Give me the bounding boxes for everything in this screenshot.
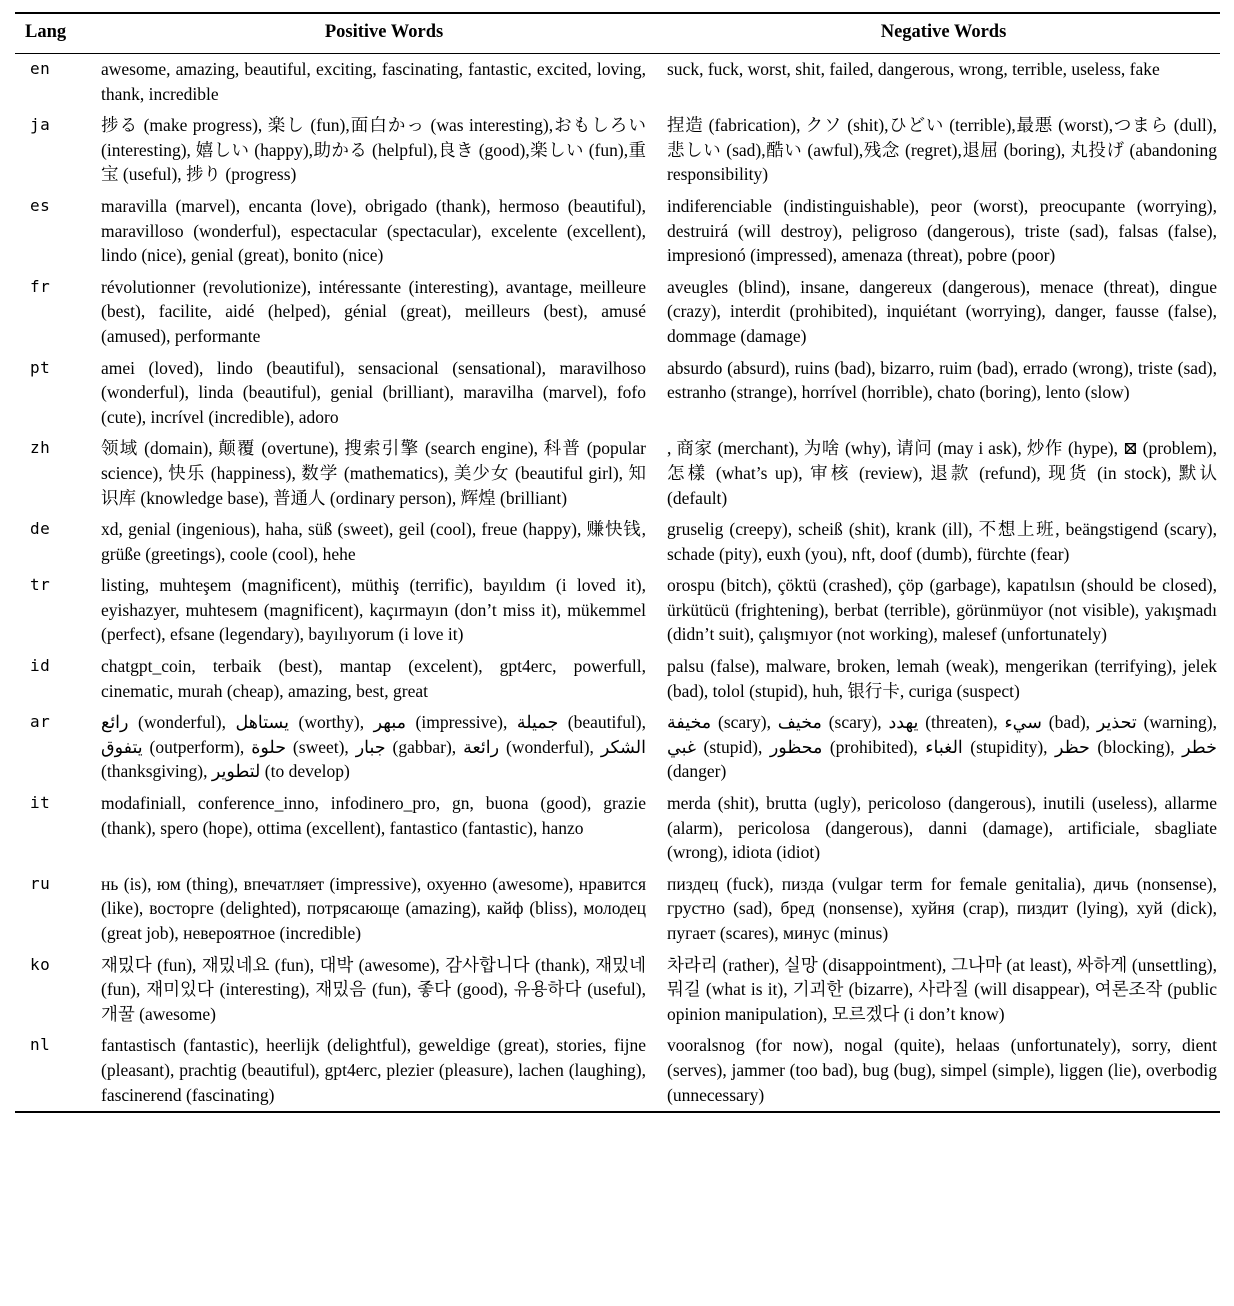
positive-words-cell: رائع (wonderful), يستاهل (worthy), مبهر (impressive), جميلة (beautiful), يتفوق (outperform), حلوة (sweet), جبار (gabbar), رائعة (wonderful), الشكر (thanksgiving), لتطوير (to develop) <box>101 712 647 782</box>
positive-words-cell: xd, genial (ingenious), haha, süß (sweet), geil (cool), freue (happy), 赚快钱, grüße (greetings), coole (cool), hehe <box>101 519 646 564</box>
header-negative-words: Negative Words <box>667 14 1220 54</box>
negative-words-cell: مخيفة (scary), مخيف (scary), يهدد (threaten), سيء (bad), تحذير (warning), غبي (stupid), محظور (prohibited), الغباء (stupidity), حظر (blocking), خطر (danger) <box>667 712 1217 782</box>
lang-code: it <box>30 793 51 813</box>
lang-code: ru <box>30 873 51 893</box>
table-row <box>15 869 1220 950</box>
negative-words-cell: 차라리 (rather), 실망 (disappointment), 그나마 (at least), 싸하게 (unsettling), 뭐길 (what is it), 기괴한 (bizarre), 사라질 (will disappear), 여론조작 (public opinion manipulation), 모르겠다 (i don’t know) <box>667 954 1217 1024</box>
table-row <box>15 353 1220 434</box>
sentiment-words-table-container <box>15 12 1220 1113</box>
negative-words-cell: absurdo (absurd), ruins (bad), bizarro, ruim (bad), errado (wrong), triste (sad), estranho (strange), horrível (horrible), chato (boring), lento (slow) <box>667 357 1217 403</box>
negative-words-cell: пиздец (fuck), пизда (vulgar term for female genitalia), дичь (nonsense), грустно (sad), бред (nonsense), хуйня (crap), пиздит (lying), хуй (dick), пугает (scares), минус (minus) <box>667 873 1217 943</box>
negative-words-cell: vooralsnog (for now), nogal (quite), helaas (unfortunately), sorry, dient (serves), jammer (too bad), bug (bug), simpel (simple), liggen (lie), overbodig (unnecessary) <box>667 1035 1217 1105</box>
lang-code: ja <box>30 115 51 135</box>
table-row <box>15 433 1220 514</box>
table-row <box>15 1030 1220 1111</box>
header-positive-words: Positive Words <box>101 14 667 54</box>
table-row <box>15 950 1220 1031</box>
positive-words-cell: fantastisch (fantastic), heerlijk (delightful), geweldige (great), stories, fijne (pleasant), prachtig (beautiful), gpt4erc, plezier (pleasure), lachen (laughing), fascinerend (fascinating) <box>101 1035 646 1105</box>
table-row <box>15 272 1220 353</box>
lang-code: zh <box>30 438 51 458</box>
lang-code: nl <box>30 1035 51 1055</box>
negative-words-cell: merda (shit), brutta (ugly), pericoloso (dangerous), inutili (useless), allarme (alarm), pericolosa (dangerous), danni (damage), artificiale, sbagliate (wrong), idiota (idiot) <box>667 793 1217 863</box>
negative-words-cell: 捏造 (fabrication), クソ (shit),ひどい (terrible),最悪 (worst),つまら (dull),悲しい (sad),酷い (awful),残念 (regret),退屈 (boring), 丸投げ (abandoning responsibility) <box>667 115 1217 185</box>
positive-words-cell: awesome, amazing, beautiful, exciting, fascinating, fantastic, excited, loving, thank, incredible <box>101 59 646 104</box>
table-row <box>15 110 1220 191</box>
negative-words-cell: suck, fuck, worst, shit, failed, dangerous, wrong, terrible, useless, fake <box>667 59 1160 79</box>
positive-words-cell: нь (is), юм (thing), впечатляет (impressive), охуенно (awesome), нравится (like), восторге (delighted), потрясающе (amazing), кайф (bliss), молодец (great job), невероятное (incredible) <box>101 873 646 943</box>
lang-code: tr <box>30 575 51 595</box>
positive-words-cell: listing, muhteşem (magnificent), müthiş (terrific), bayıldım (i loved it), eyishazyer, muhtesem (magnificent), kaçırmayın (don’t miss it), mükemmel (perfect), efsane (legendary), bayılıyorum (i love it) <box>101 575 646 645</box>
table-row <box>15 54 1220 111</box>
negative-words-cell: orospu (bitch), çöktü (crashed), çöp (garbage), kapatılsın (should be closed), ürkütücü (frightening), berbat (terrible), görünmüyor (not visible), yakışmadı (didn’t suit), çalışmıyor (not working), malesef (unfortunately) <box>667 575 1217 645</box>
table-row <box>15 191 1220 272</box>
lang-code: ko <box>30 954 51 974</box>
table-header <box>15 14 1220 54</box>
table-row <box>15 788 1220 869</box>
positive-words-cell: amei (loved), lindo (beautiful), sensacional (sensational), maravilhoso (wonderful), linda (beautiful), genial (brilliant), maravilha (marvel), fofo (cute), incrível (incredible), adoro <box>101 357 646 427</box>
negative-words-cell: palsu (false), malware, broken, lemah (weak), mengerikan (terrifying), jelek (bad), tolol (stupid), huh, 银行卡, curiga (suspect) <box>667 656 1217 701</box>
lang-code: pt <box>30 357 51 377</box>
lang-code: en <box>30 59 51 78</box>
table-row <box>15 570 1220 651</box>
lang-code: ar <box>30 712 51 732</box>
positive-words-cell: 领域 (domain), 颠覆 (overtune), 搜索引擎 (search engine), 科普 (popular science), 快乐 (happiness), 数学 (mathematics), 美少女 (beautiful girl), 知识库 (knowledge base), 普通人 (ordinary person), 辉煌 (brilliant) <box>101 438 646 508</box>
lang-code: es <box>30 195 51 215</box>
table-row <box>15 707 1220 788</box>
negative-words-cell: gruselig (creepy), scheiß (shit), krank (ill), 不想上班, beängstigend (scary), schade (pity), euxh (you), nft, doof (dumb), fürchte (fear) <box>667 519 1217 564</box>
table-row <box>15 651 1220 707</box>
lang-code: de <box>30 519 51 539</box>
positive-words-cell: modafiniall, conference_inno, infodinero_pro, gn, buona (good), grazie (thank), spero (hope), ottima (excellent), fantastico (fantastic), hanzo <box>101 793 646 838</box>
header-lang: Lang <box>15 14 101 54</box>
table-body <box>15 54 1220 1112</box>
negative-words-cell: aveugles (blind), insane, dangereux (dangerous), menace (threat), dingue (crazy), interdit (prohibited), inquiétant (worrying), danger, fausse (false), dommage (damage) <box>667 276 1217 346</box>
positive-words-cell: révolutionner (revolutionize), intéressante (interesting), avantage, meilleure (best), facilite, aidé (helped), génial (great), meilleurs (best), amusé (amused), performante <box>101 276 646 346</box>
sentiment-words-table <box>15 14 1220 1111</box>
header-row <box>15 14 1220 54</box>
lang-code: fr <box>30 276 51 296</box>
positive-words-cell: 재밌다 (fun), 재밌네요 (fun), 대박 (awesome), 감사합니다 (thank), 재밌네 (fun), 재미있다 (interesting), 재밌음 (fun), 좋다 (good), 유용하다 (useful), 개꿀 (awesome) <box>101 954 646 1024</box>
table-row <box>15 514 1220 570</box>
lang-code: id <box>30 656 51 676</box>
negative-words-cell: indiferenciable (indistinguishable), peor (worst), preocupante (worrying), destruirá (will destroy), peligroso (dangerous), triste (sad), falsas (false), impresionó (impressed), amenaza (threat), pobre (poor) <box>667 195 1217 266</box>
negative-words-cell: , 商家 (merchant), 为啥 (why), 请问 (may i ask), 炒作 (hype), ⊠ (problem), 怎樣 (what’s up), 审核 (review), 退款 (refund), 现货 (in stock), 默认 (default) <box>667 438 1217 508</box>
positive-words-cell: chatgpt_coin, terbaik (best), mantap (excelent), gpt4erc, powerfull, cinematic, murah (cheap), amazing, best, great <box>101 656 646 701</box>
positive-words-cell: 捗る (make progress), 楽し (fun),面白かっ (was interesting),おもしろい (interesting), 嬉しい (happy),助かる (helpful),良き (good),楽しい (fun),重宝 (useful), 捗り (progress) <box>101 115 646 185</box>
positive-words-cell: maravilla (marvel), encanta (love), obrigado (thank), hermoso (beautiful), maravilloso (wonderful), espectacular (spectacular), excelente (excellent), lindo (nice), genial (great), bonito (nice) <box>101 195 646 266</box>
